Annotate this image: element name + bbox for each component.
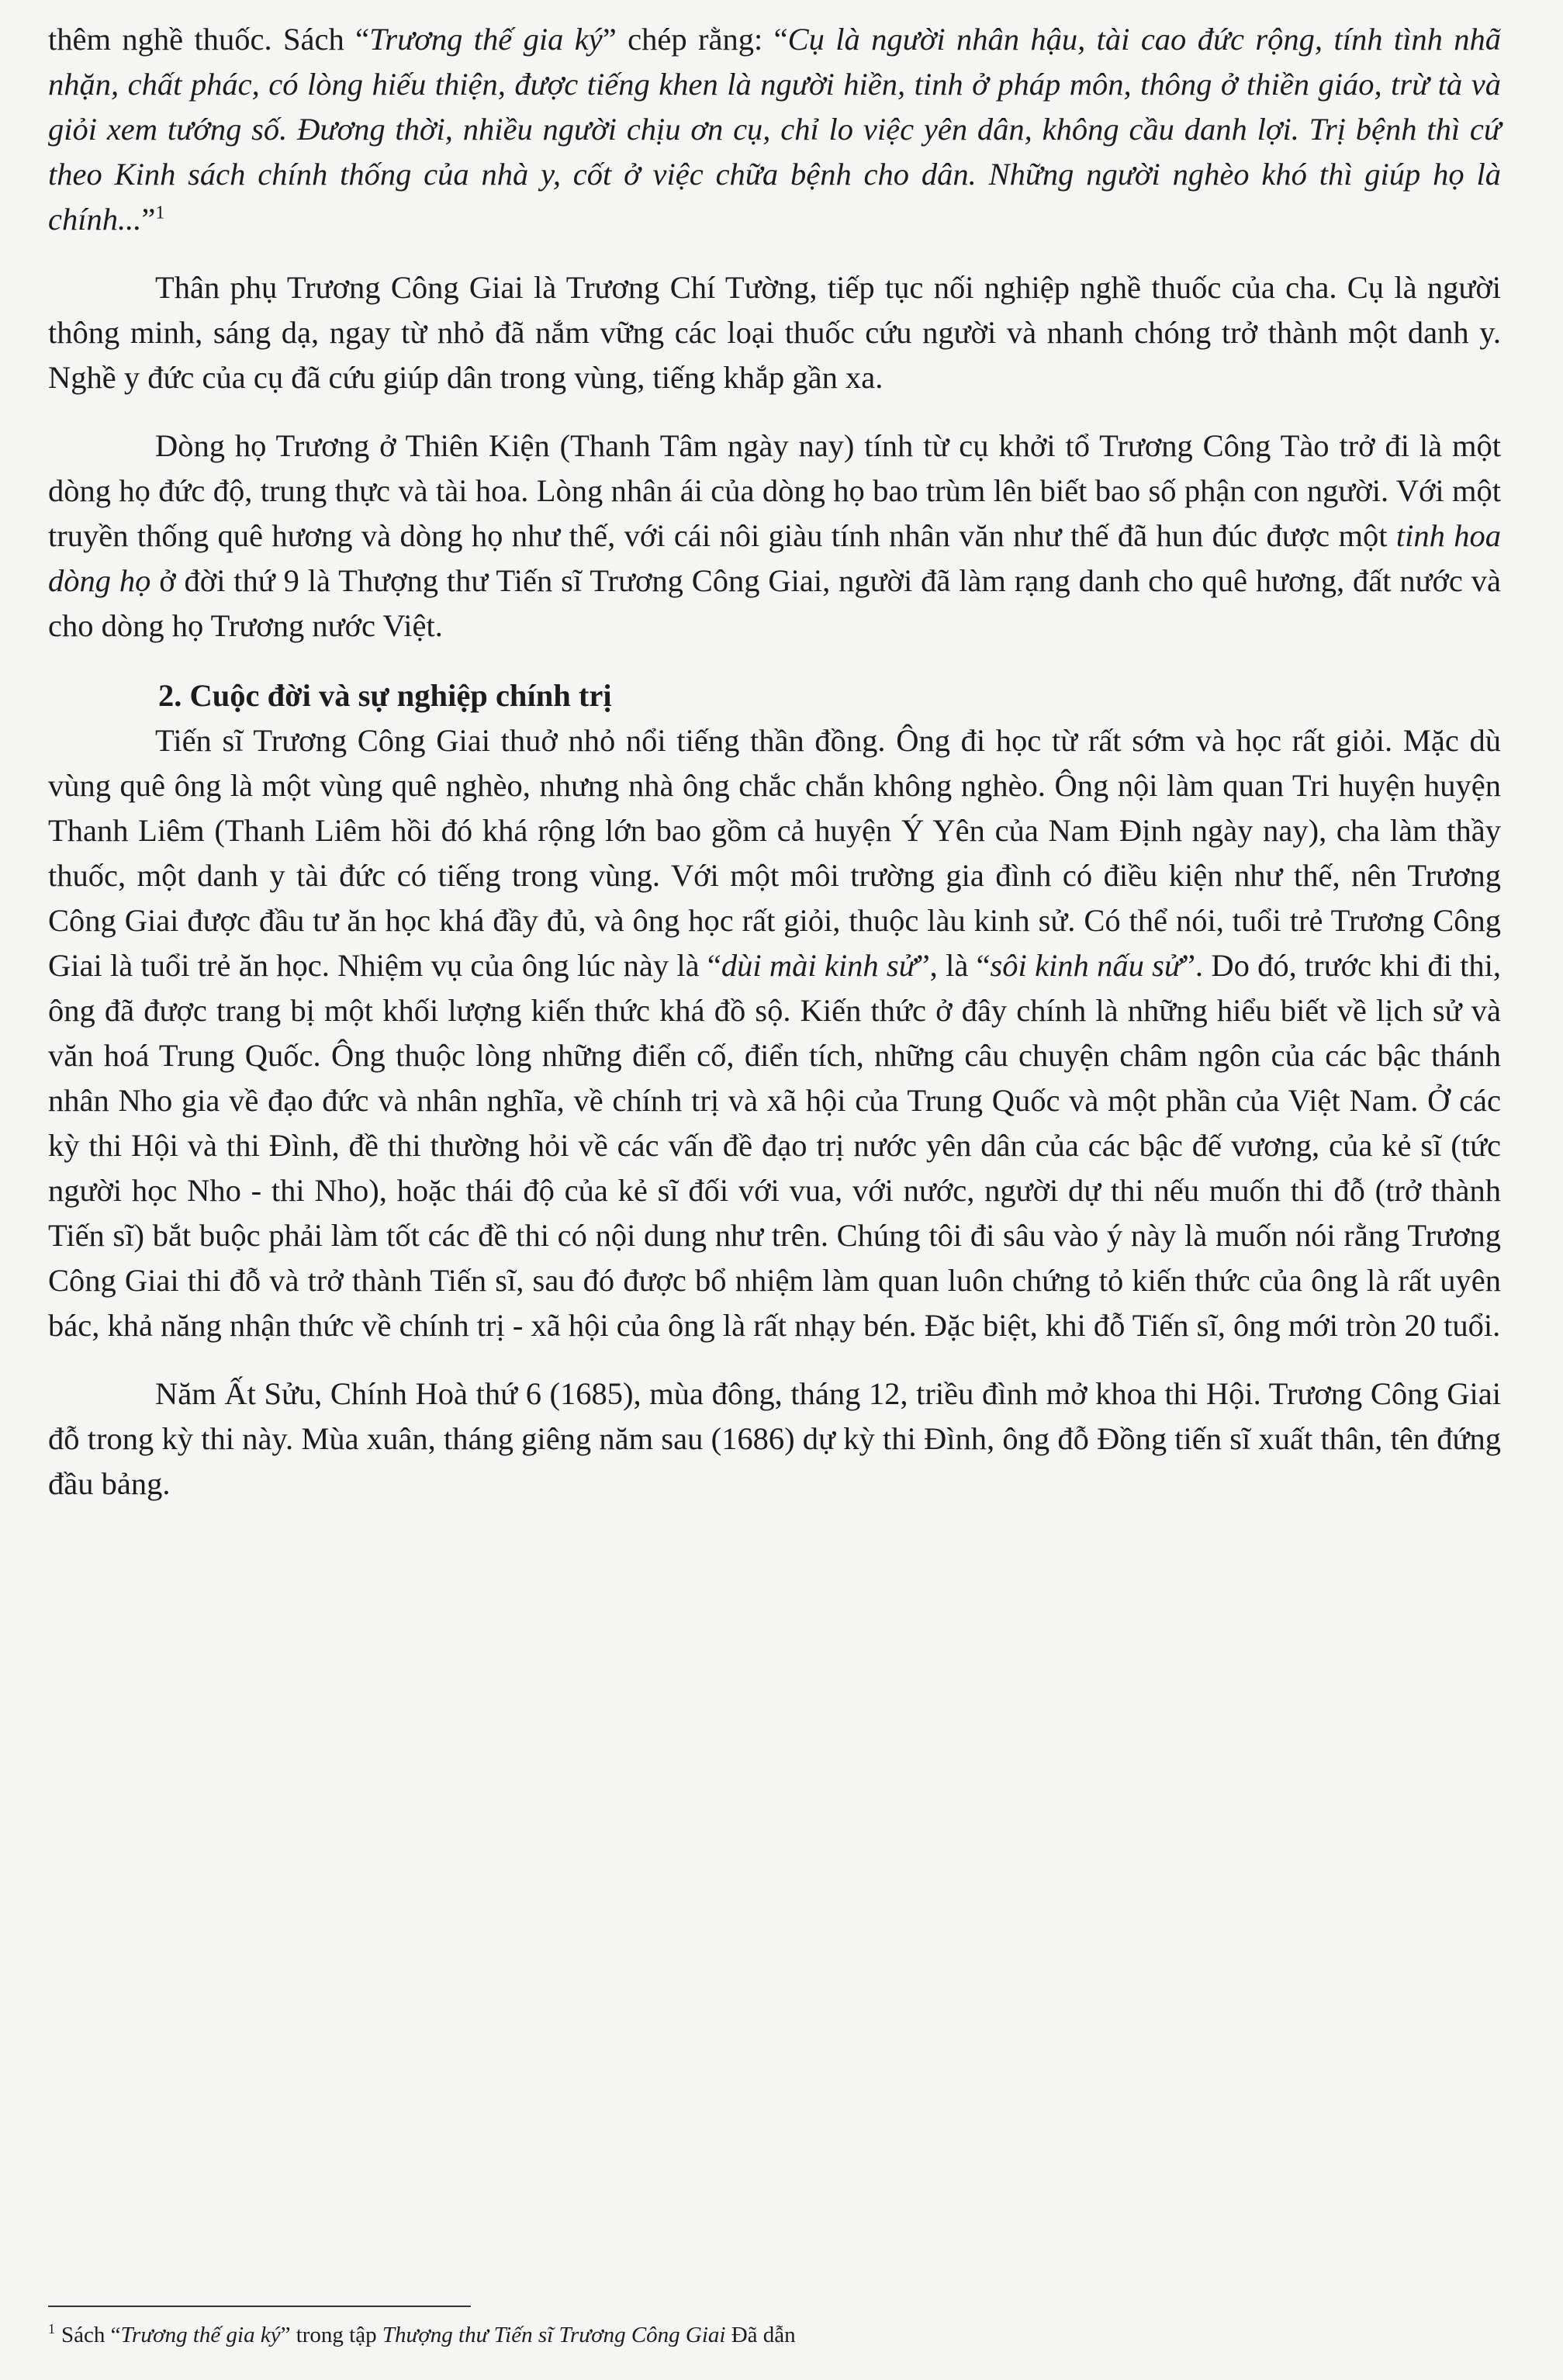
footnote-collection-title: Thượng thư Tiến sĩ Trương Công Giai [382, 2323, 726, 2347]
p1-text-a: thêm nghề thuốc. Sách “ [48, 22, 370, 57]
book-title-italic: Trương thế gia ký [369, 22, 603, 57]
p3-italic-phrase: tinh hoa dòng họ [48, 518, 1501, 598]
quotation-italic: Cụ là người nhân hậu, tài cao đức rộng, tính tình nhã nhặn, chất phác, có lòng hiếu thiện, được tiếng khen là người hiền, tinh ở pháp môn, thông ở thiền giáo, trừ tà và giỏi xem tướng số. Đương thời, nhiều người chịu ơn cụ, chỉ lo việc yên dân, không cầu danh lợi. Trị bệnh thì cứ theo Kinh sách chính thống của nhà y, cốt ở việc chữa bệnh cho dân. Những người nghèo khó thì giúp họ là chính... [48, 22, 1502, 237]
footnote-text-e: Đã dẫn [725, 2323, 796, 2347]
footnote-text-a: Sách “ [61, 2323, 121, 2347]
p1-text-c: ” chép rằng: “ [602, 22, 788, 57]
footnote-divider [48, 2306, 471, 2307]
footnote-book-title: Trương thế gia ký [120, 2323, 281, 2347]
p4-italic-phrase-2: sôi kinh nấu sử [990, 948, 1181, 983]
p1-text-e: ” [141, 202, 156, 237]
p4-text-e: ”. Do đó, trước khi đi thi, ông đã được trang bị một khối lượng kiến thức khá đồ sộ. Kiến thức ở đây chính là những hiểu biết về lịch sử và văn hoá Trung Quốc. Ông thuộc lòng những điển cố, điển tích, những câu chuyện châm ngôn của các bậc thánh nhân Nho gia về đạo đức và nhân nghĩa, về chính trị và xã hội của Trung Quốc và một phần của Việt Nam. Ở các kỳ thi Hội và thi Đình, đề thi thường hỏi về các vấn đề đạo trị nước yên dân của các bậc đế vương, của kẻ sĩ (tức người học Nho - thi Nho), hoặc thái độ của kẻ sĩ đối với vua, với nước, người dự thi nếu muốn thi đỗ (trở thành Tiến sĩ) bắt buộc phải làm tốt các đề thi có nội dung như trên. Chúng tôi đi sâu vào ý này là muốn nói rằng Trương Công Giai thi đỗ và trở thành Tiến sĩ, sau đó được bổ nhiệm làm quan luôn chứng tỏ kiến thức của ông là rất uyên bác, khả năng nhận thức về chính trị - xã hội của ông là rất nhạy bén. Đặc biệt, khi đỗ Tiến sĩ, ông mới tròn 20 tuổi. [48, 948, 1501, 1343]
p3-text-a: Dòng họ Trương ở Thiên Kiện (Thanh Tâm ngày nay) tính từ cụ khởi tổ Trương Công Tào trở đi là một dòng họ đức độ, trung thực và tài hoa. Lòng nhân ái của dòng họ bao trùm lên biết bao số phận con người. Với một truyền thống quê hương và dòng họ như thế, với cái nôi giàu tính nhân văn như thế đã hun đúc được một [48, 428, 1501, 553]
section-heading: 2. Cuộc đời và sự nghiệp chính trị [158, 678, 612, 713]
footnote-number: 1 [48, 2321, 55, 2337]
p4-text-a: Tiến sĩ Trương Công Giai thuở nhỏ nổi tiếng thần đồng. Ông đi học từ rất sớm và học rất giỏi. Mặc dù vùng quê ông là một vùng quê nghèo, nhưng nhà ông chắc chắn không nghèo. Ông nội làm quan Tri huyện huyện Thanh Liêm (Thanh Liêm hồi đó khá rộng lớn bao gồm cả huyện Ý Yên của Nam Định ngày nay), cha làm thầy thuốc, một danh y tài đức có tiếng trong vùng. Với một môi trường gia đình có điều kiện như thế, nên Trương Công Giai được đầu tư ăn học khá đầy đủ, và ông học rất giỏi, thuộc làu kinh sử. Có thể nói, tuổi trẻ Trương Công Giai là tuổi trẻ ăn học. Nhiệm vụ của ông lúc này là “ [48, 723, 1501, 983]
paragraph-2: Thân phụ Trương Công Giai là Trương Chí Tường, tiếp tục nối nghiệp nghề thuốc của cha. Cụ là người thông minh, sáng dạ, ngay từ nhỏ đã nắm vững các loại thuốc cứu người và nhanh chóng trở thành một danh y. Nghề y đức của cụ đã cứu giúp dân trong vùng, tiếng khắp gần xa. [48, 270, 1501, 395]
paragraph-5: Năm Ất Sửu, Chính Hoà thứ 6 (1685), mùa đông, tháng 12, triều đình mở khoa thi Hội. Trương Công Giai đỗ trong kỳ thi này. Mùa xuân, tháng giêng năm sau (1686) dự kỳ thi Đình, ông đỗ Đồng tiến sĩ xuất thân, tên đứng đầu bảng. [48, 1376, 1501, 1501]
paragraph-3 [48, 424, 1501, 649]
body-text [48, 17, 1501, 1507]
p3-text-c: ở đời thứ 9 là Thượng thư Tiến sĩ Trương Công Giai, người đã làm rạng danh cho quê hương, đất nước và cho dòng họ Trương nước Việt. [48, 563, 1502, 643]
paragraph-1 [48, 17, 1501, 242]
p4-italic-phrase-1: dùi mài kinh sử [721, 948, 916, 983]
footnote-reference[interactable]: 1 [155, 202, 165, 223]
p4-text-c: ”, là “ [915, 948, 991, 983]
paragraph-4 [48, 718, 1501, 1348]
footnote-text-c: ” trong tập [280, 2323, 382, 2347]
footnote [48, 2319, 796, 2351]
